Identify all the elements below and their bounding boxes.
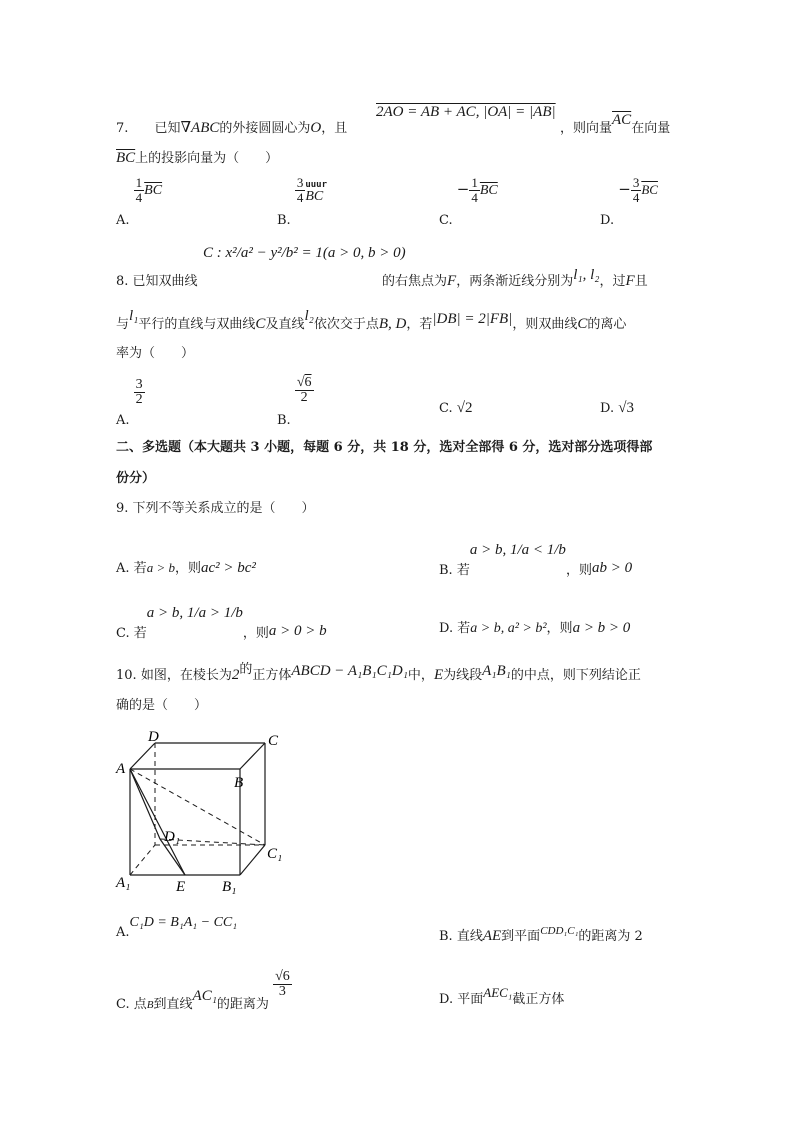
- q8-condition: |DB| = 2|FB|: [432, 311, 513, 327]
- q8-text3: ，过: [599, 274, 626, 289]
- q10-seg: A₁B₁: [482, 663, 511, 679]
- section2-heading-line1: 二、多选题（本大题共 3 小题，每题 6 分，共 18 分，选对全部得 6 分，选对部分选项得部: [116, 440, 653, 455]
- q8-option-b[interactable]: [277, 375, 314, 428]
- q10-t1: 如图，在棱长为: [140, 668, 232, 683]
- q9-option-a-t1: 若: [133, 561, 147, 576]
- q7-option-a-vec: $\overline{BC}$: [144, 183, 163, 198]
- q7-option-a-label: A.: [116, 213, 130, 228]
- q7-option-c-sign: −: [456, 180, 470, 198]
- q9-option-b[interactable]: [439, 537, 633, 578]
- q10-edge: 2: [231, 667, 240, 683]
- q9-option-d-result: a > b > 0: [572, 620, 631, 636]
- q10-option-c-t3: 的距离为: [216, 997, 269, 1012]
- q10-E: E: [433, 667, 444, 683]
- q7-option-b-label: B.: [277, 213, 291, 228]
- q10-option-c-fraction: $\frac{√6}{3}$: [275, 969, 290, 999]
- section2-heading-line2: 份分）: [116, 471, 156, 486]
- q10-option-b-t3: 的距离为 2: [578, 929, 643, 944]
- q7-text2: ，且: [321, 121, 348, 136]
- q10-option-a-label: A.: [116, 925, 130, 940]
- label-D: D: [148, 729, 159, 745]
- q7-line2: [116, 147, 278, 167]
- q10-number: 10.: [116, 668, 137, 683]
- q9-option-d[interactable]: [439, 617, 630, 637]
- q8-line1: [116, 270, 198, 289]
- q9-option-c[interactable]: [116, 600, 327, 641]
- q8-line2c: 及直线: [265, 317, 305, 332]
- q10-option-d-t2: 截正方体: [512, 992, 565, 1007]
- q9-option-a-label: A.: [116, 561, 130, 576]
- q8-lead: 已知双曲线: [132, 274, 198, 289]
- q8-line2f: ，则双曲线: [512, 317, 578, 332]
- q8-number: 8.: [116, 274, 129, 289]
- q8-option-b-value: $\frac{√6}{2}$: [296, 375, 312, 405]
- q7-vec-AC: $\overline{AC}$: [612, 112, 632, 128]
- label-E: E: [176, 879, 186, 895]
- q8-option-b-label: B.: [277, 413, 291, 428]
- q7-option-b[interactable]: [277, 175, 328, 228]
- q10-t4: 中，: [407, 668, 434, 683]
- q8-l2: l₂: [304, 308, 314, 324]
- q9-option-d-t1: 若: [457, 621, 471, 636]
- q8-BD: B, D: [378, 316, 407, 332]
- q7-O: O: [310, 120, 322, 136]
- q9-option-b-cond: a > b, 1/a < 1/b: [469, 542, 566, 558]
- q9-option-c-t2: ，则: [242, 626, 269, 641]
- q7-option-a-fraction: $\frac{1}{4}$: [135, 175, 143, 205]
- q7-option-c-vec: $\overline{BC}$: [479, 183, 498, 198]
- q8-option-c-label: C.: [439, 401, 453, 416]
- q10-option-b-line: AE: [482, 928, 502, 944]
- label-B1: B₁: [222, 879, 237, 895]
- q7-option-d-vec: $\overline{BC}$: [641, 182, 658, 197]
- q7-option-d[interactable]: [600, 175, 658, 228]
- q7-number: 7.: [116, 121, 129, 136]
- q7-option-c-label: C.: [439, 213, 453, 228]
- q10-option-c-t2: 到直线: [153, 997, 193, 1012]
- q10-option-c[interactable]: [116, 960, 292, 1012]
- q10-option-d-label: D.: [439, 992, 454, 1007]
- q8-text1: 的右焦点为: [382, 274, 448, 289]
- cube-figure: [110, 725, 300, 900]
- q8-line2a: 与: [116, 317, 130, 332]
- q8-option-a-value: $\frac{3}{2}$: [135, 377, 143, 407]
- q10-option-b-label: B.: [439, 929, 453, 944]
- q8-C2: C: [577, 316, 588, 332]
- q7-option-b-mark: uuur: [305, 179, 328, 190]
- label-C: C: [268, 733, 279, 749]
- q8-text2: ，两条渐近线分别为: [456, 274, 574, 289]
- label-D1: D₁: [164, 829, 181, 845]
- q7-line1-tail: [560, 112, 671, 137]
- q9-option-b-t1: 若: [456, 563, 470, 578]
- q9-option-a-t2: ，则: [174, 561, 201, 576]
- q8-text4: 且: [634, 274, 648, 289]
- q8-option-d[interactable]: [600, 400, 634, 417]
- q7-option-a[interactable]: [116, 175, 163, 228]
- label-C1: C₁: [267, 846, 283, 862]
- q9-option-c-result: a > 0 > b: [268, 623, 327, 639]
- q9-option-c-cond: a > b, 1/a > 1/b: [146, 605, 243, 621]
- q9-option-d-label: D.: [439, 621, 454, 636]
- q7-option-d-label: D.: [600, 213, 615, 228]
- q8-option-c[interactable]: [439, 400, 473, 417]
- q10-t3: 正方体: [252, 668, 292, 683]
- q8-option-a-label: A.: [116, 413, 130, 428]
- q7-triangle: ∇ABC: [180, 120, 220, 136]
- q8-option-a[interactable]: [116, 377, 145, 428]
- q9-option-a-result: ac² > bc²: [200, 560, 256, 576]
- q8-line2e: ，若: [406, 317, 433, 332]
- q7-vec-BC: $\overline{BC}$: [116, 150, 136, 166]
- q8-line2b: 平行的直线与双曲线: [138, 317, 256, 332]
- q10-t6: 的中点，则下列结论正: [510, 668, 641, 683]
- q9-option-d-t2: ，则: [546, 621, 573, 636]
- q8-line2: [116, 308, 627, 333]
- cube-solid-edges: [130, 743, 265, 875]
- q7-option-b-vec: BC: [305, 188, 324, 204]
- q9-option-c-label: C.: [116, 626, 130, 641]
- q7-text3: ，则向量: [560, 121, 613, 136]
- q10-option-c-point: B: [146, 999, 154, 1011]
- q7-option-c[interactable]: [439, 175, 498, 228]
- q8-line2d: 依次交于点: [313, 317, 379, 332]
- label-A: A: [116, 761, 126, 777]
- q7-text1: 的外接圆圆心为: [219, 121, 311, 136]
- q10-option-d-t1: 平面: [457, 992, 484, 1007]
- q10-option-d[interactable]: [439, 985, 565, 1007]
- q8-option-d-label: D.: [600, 401, 615, 416]
- q10-option-c-line: AC₁: [192, 988, 217, 1004]
- q10-option-b-t1: 直线: [456, 929, 483, 944]
- q8-line3: 率为（ ）: [116, 346, 195, 361]
- q8-equation: C : x²/a² − y²/b² = 1(a > 0, b > 0): [203, 245, 406, 261]
- q7-option-d-sign: −: [618, 180, 631, 198]
- q10-line1: [116, 664, 641, 684]
- q8-l12: l₁, l₂: [573, 267, 600, 283]
- q10-option-b[interactable]: [439, 925, 643, 945]
- q8-line2g: 的离心: [587, 317, 627, 332]
- q7-option-d-fraction: $\frac{3}{4}$: [632, 175, 640, 205]
- q9-option-a[interactable]: [116, 557, 256, 577]
- q9-option-c-t1: 若: [133, 626, 147, 641]
- q8-line1-tail: [382, 267, 648, 290]
- q8-option-d-value: √3: [618, 400, 634, 416]
- q10-t2: 的: [239, 662, 253, 677]
- q10-line2: 确的是（ ）: [116, 698, 208, 713]
- q8-F: F: [447, 273, 457, 289]
- q10-option-d-plane: AEC₁: [483, 985, 513, 1000]
- q10-option-b-plane: CDD₁C₁: [540, 925, 579, 937]
- q9-option-a-cond: a > b: [146, 560, 175, 575]
- q7-option-b-fraction: $\frac{3}{4}$: [296, 175, 304, 205]
- label-A1: A₁: [116, 875, 131, 891]
- q8-l1: l₁: [129, 308, 139, 324]
- q7-line1: [116, 117, 347, 137]
- q9-stem: 9. 下列不等关系成立的是（ ）: [116, 501, 315, 516]
- q9-option-b-label: B.: [439, 563, 453, 578]
- q9-option-b-result: ab > 0: [591, 560, 633, 576]
- q8-F2: F: [625, 273, 635, 289]
- q7-text4: 在向量: [631, 121, 671, 136]
- q8-C: C: [255, 316, 266, 332]
- label-B: B: [234, 775, 244, 791]
- q7-text5: 上的投影向量为（ ）: [135, 151, 279, 166]
- q9-option-d-cond: a > b, a² > b²: [470, 621, 547, 636]
- q10-option-c-t1: 点: [133, 997, 147, 1012]
- q7-option-c-fraction: $\frac{1}{4}$: [471, 175, 478, 205]
- q7-lead: 已知: [154, 121, 181, 136]
- q8-option-c-value: √2: [456, 400, 473, 416]
- q10-option-a-formula: C₁D = B₁A₁ − CC₁: [129, 915, 238, 930]
- q10-option-c-label: C.: [116, 997, 130, 1012]
- q10-option-a[interactable]: [116, 915, 238, 941]
- q10-cube: ABCD − A₁B₁C₁D₁: [291, 663, 408, 679]
- q9-option-b-t2: ，则: [565, 563, 592, 578]
- q7-condition: 2AO = AB + AC, |OA| = |AB|: [376, 104, 556, 120]
- q10-option-b-t2: 到平面: [501, 929, 541, 944]
- q10-t5: 为线段: [443, 668, 483, 683]
